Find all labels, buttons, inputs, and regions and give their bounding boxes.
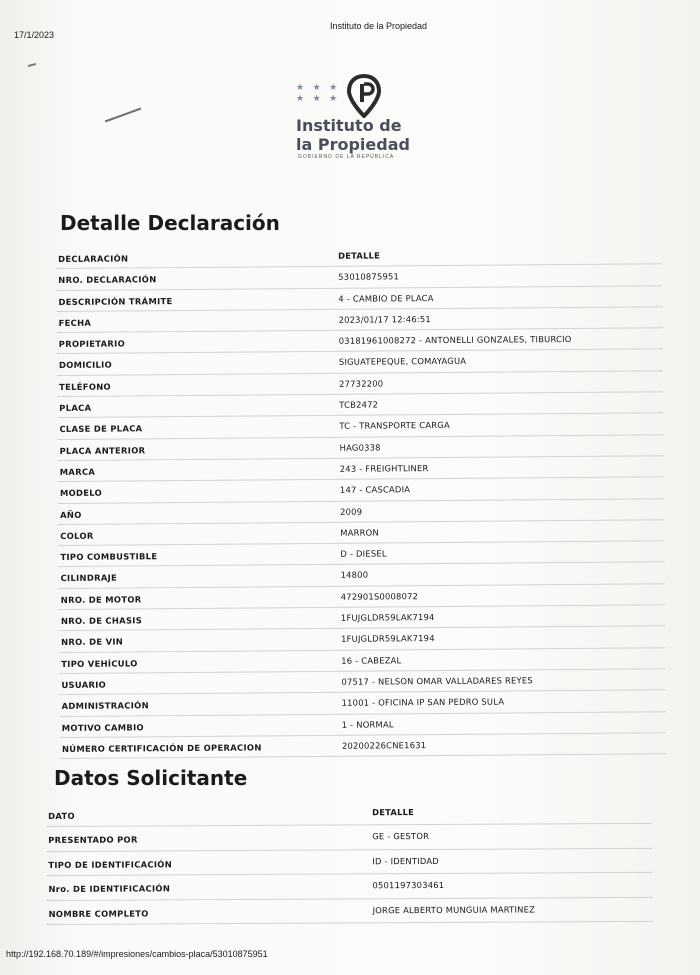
print-header-title: Instituto de la Propiedad bbox=[330, 21, 428, 31]
table-header-row bbox=[46, 800, 652, 828]
logo-line-2: la Propiedad bbox=[296, 135, 410, 154]
row-label: AÑO bbox=[60, 509, 82, 520]
row-label: TELÉFONO bbox=[59, 381, 112, 392]
row-label: CLASE DE PLACA bbox=[59, 423, 143, 435]
row-label: USUARIO bbox=[61, 679, 107, 690]
row-label: NRO. DE VIN bbox=[61, 636, 124, 648]
table-row bbox=[60, 733, 666, 759]
row-label: MODELO bbox=[59, 487, 103, 499]
table-row bbox=[47, 897, 653, 925]
solicitante-title: Datos Solicitante bbox=[54, 766, 248, 790]
table-row bbox=[46, 824, 652, 852]
row-value: HAG0338 bbox=[339, 442, 381, 453]
row-value: JORGE ALBERTO MUNGUIA MARTINEZ bbox=[372, 904, 536, 915]
footer-url: http://192.168.70.189/#/impresiones/cambios-placa/53010875951 bbox=[6, 949, 268, 959]
scan-mark bbox=[28, 63, 36, 67]
logo-wordmark bbox=[296, 116, 410, 154]
row-label: NOMBRE COMPLETO bbox=[48, 908, 149, 919]
row-label: MOTIVO CAMBIO bbox=[61, 721, 144, 733]
row-label: NRO. DECLARACIÓN bbox=[58, 274, 157, 286]
row-label: PLACA bbox=[59, 402, 92, 414]
row-value: 14800 bbox=[340, 570, 369, 581]
row-value: 1 - NORMAL bbox=[341, 718, 394, 730]
row-label: COLOR bbox=[60, 530, 94, 541]
row-value: 1FUJGLDR59LAK7194 bbox=[341, 633, 435, 645]
row-label: PROPIETARIO bbox=[58, 338, 126, 350]
row-value: 243 - FREIGHTLINER bbox=[339, 463, 429, 474]
row-value: 4 - CAMBIO DE PLACA bbox=[338, 292, 434, 304]
logo-line-1: Instituto de bbox=[296, 116, 402, 135]
solicitante-table bbox=[46, 800, 653, 923]
row-label: ADMINISTRACIÓN bbox=[61, 700, 149, 712]
row-label: NÚMERO CERTIFICACIÓN DE OPERACION bbox=[61, 742, 262, 754]
table-row bbox=[46, 873, 652, 901]
row-value: 2023/01/17 12:46:51 bbox=[338, 313, 431, 325]
row-value: 07517 - NELSON OMAR VALLADARES REYES bbox=[341, 675, 533, 687]
row-label: TIPO VEHÍCULO bbox=[61, 658, 138, 669]
logo-subtitle: GOBIERNO DE LA REPÚBLICA bbox=[298, 154, 395, 160]
logo-stars-icon: ★ ★ ★ ★ ★ ★ bbox=[296, 82, 341, 103]
header-value: DETALLE bbox=[338, 250, 381, 261]
row-value: GE - GESTOR bbox=[372, 831, 430, 842]
print-date: 17/1/2023 bbox=[14, 30, 55, 40]
header-value: DETALLE bbox=[372, 807, 415, 818]
row-label: TIPO DE IDENTIFICACIÓN bbox=[48, 859, 173, 870]
row-label: TIPO COMBUSTIBLE bbox=[60, 551, 158, 563]
row-value: TC - TRANSPORTE CARGA bbox=[339, 420, 450, 432]
row-value: 03181961008272 - ANTONELLI GONZALES, TIBURCIO bbox=[338, 334, 572, 346]
row-value: 11001 - OFICINA IP SAN PEDRO SULA bbox=[341, 696, 505, 709]
row-value: 53010875951 bbox=[338, 271, 400, 283]
row-value: 472901S0008072 bbox=[340, 590, 419, 602]
header-label: DATO bbox=[48, 810, 75, 821]
row-label: PRESENTADO POR bbox=[48, 834, 138, 846]
row-label: NRO. DE CHASIS bbox=[60, 615, 143, 627]
row-value: 2009 bbox=[340, 506, 363, 517]
row-label: MARCA bbox=[59, 466, 96, 477]
row-label: PLACA ANTERIOR bbox=[59, 444, 146, 456]
detalle-title: Detalle Declaración bbox=[60, 211, 280, 235]
institution-logo bbox=[296, 74, 416, 164]
row-value: 16 - CABEZAL bbox=[341, 654, 402, 666]
row-value: SIGUATEPEQUE, COMAYAGUA bbox=[338, 356, 467, 368]
header-label: DECLARACIÓN bbox=[58, 253, 129, 264]
location-pin-icon bbox=[346, 74, 382, 118]
row-value: 27732200 bbox=[339, 378, 384, 389]
row-value: ID - IDENTIDAD bbox=[372, 855, 439, 867]
row-value: 147 - CASCADIA bbox=[339, 484, 411, 496]
row-label: FECHA bbox=[58, 317, 92, 328]
table-row bbox=[46, 849, 652, 877]
detalle-table bbox=[56, 243, 666, 759]
row-value: TCB2472 bbox=[339, 399, 379, 410]
row-value: MARRON bbox=[340, 527, 379, 538]
row-value: D - DIESEL bbox=[340, 548, 387, 559]
row-label: DESCRIPCIÓN TRÁMITE bbox=[58, 295, 173, 307]
row-label: DOMICILIO bbox=[58, 360, 113, 371]
row-label: CILINDRAJE bbox=[60, 572, 118, 584]
row-value: 1FUJGLDR59LAK7194 bbox=[340, 612, 435, 623]
scan-scratch-mark bbox=[105, 108, 141, 123]
row-label: NRO. DE MOTOR bbox=[60, 594, 142, 605]
row-value: 0501197303461 bbox=[372, 880, 445, 891]
row-label: Nro. DE IDENTIFICACIÓN bbox=[48, 883, 171, 895]
row-value: 20200226CNE1631 bbox=[341, 739, 427, 751]
